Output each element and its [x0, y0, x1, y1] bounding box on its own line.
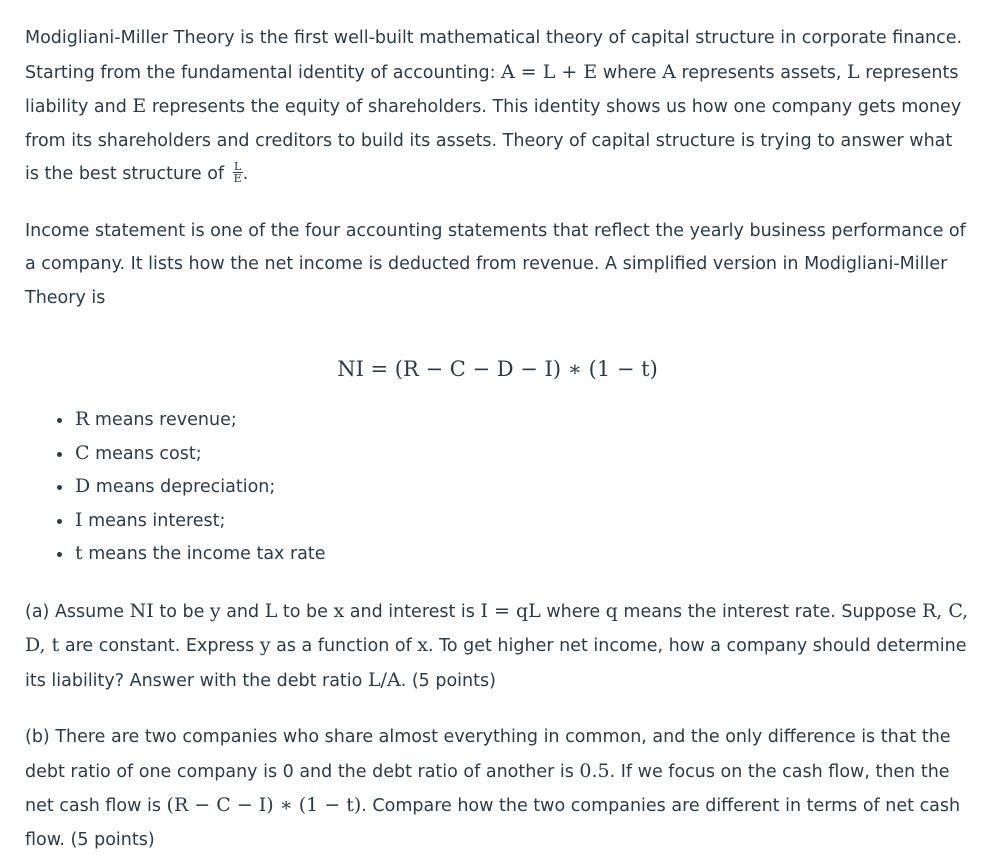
definition-list — [25, 403, 970, 571]
part-a-text: means the interest rate. Suppose — [617, 601, 922, 622]
definition-text: means depreciation; — [90, 477, 276, 497]
math-symbol: C — [75, 441, 90, 464]
math-symbol: 0.5 — [579, 759, 610, 782]
math-symbol: x — [417, 634, 428, 656]
intro-text: . — [242, 164, 249, 184]
debt-ratio-symbol: L/A — [367, 668, 401, 691]
fraction-numerator: L — [234, 159, 242, 173]
math-symbol: R — [75, 408, 90, 430]
math-symbol: y — [209, 599, 221, 622]
accounting-identity: A = L + E — [501, 60, 598, 83]
math-symbol: A — [662, 60, 676, 83]
intro-text: where — [597, 62, 663, 83]
part-a-text: as a function of — [270, 636, 418, 656]
cash-flow-formula: (R − C − I) ∗ (1 − t) — [166, 794, 362, 816]
math-symbol: L — [847, 60, 860, 83]
math-symbol: L — [264, 599, 278, 622]
part-a-text: . To get higher net income, how a company should determine its liability? Answer with the debt ratio — [25, 636, 967, 691]
list-item — [57, 403, 970, 437]
math-symbol: I — [75, 508, 83, 531]
math-symbol: q — [605, 599, 618, 622]
part-a-text: to be — [277, 601, 334, 622]
list-item — [57, 470, 970, 504]
interest-equation: I = qL — [480, 599, 541, 622]
math-symbol: y — [259, 634, 271, 656]
part-a-text: and — [220, 601, 265, 622]
part-a-text: are constant. Express — [59, 636, 260, 656]
definition-text: means interest; — [82, 510, 226, 531]
part-a-text: (a) Assume — [25, 601, 130, 622]
intro-text: represents liability and — [25, 62, 959, 117]
part-a-paragraph — [25, 595, 970, 699]
math-symbol: t — [75, 542, 83, 564]
fraction-denominator: E — [233, 171, 242, 185]
income-paragraph: Income statement is one of the four accounting statements that reflect the yearly business performance of a company. It lists how the net income is deducted from revenue. A simplified version in Modigliani-Miller Theory is — [25, 220, 966, 308]
question-content — [25, 22, 970, 857]
part-a-text: and interest is — [344, 601, 481, 622]
part-a-text: where — [540, 601, 606, 622]
intro-text: represents assets, — [675, 62, 848, 83]
part-a-text: . (5 points) — [400, 670, 496, 691]
math-symbol: E — [132, 95, 147, 117]
math-symbol: NI — [129, 599, 154, 622]
math-symbol: R, C, D, t — [25, 599, 969, 656]
net-income-formula: NI = (R − C − D − I) ∗ (1 − t) — [337, 357, 658, 381]
part-a-text: to be — [153, 601, 210, 622]
math-symbol: D — [75, 475, 91, 497]
part-b-text: . If we focus on the cash flow, then the net cash flow is — [25, 761, 950, 816]
intro-text: Modigliani-Miller Theory is the first well-built mathematical theory of capital structure in corporate finance. Starting from the fundamental identity of accounting: — [25, 28, 963, 83]
fraction-l-over-e — [233, 161, 243, 184]
list-item — [57, 504, 970, 538]
list-item — [57, 437, 970, 471]
part-b-paragraph — [25, 721, 970, 857]
intro-paragraph — [25, 22, 970, 192]
intro-text: represents the equity of shareholders. This identity shows us how one company gets money from its shareholders and creditors to build its assets. Theory of capital structure is trying to answer what is the best structure of — [25, 97, 962, 184]
list-item — [57, 537, 970, 571]
part-b-text: . Compare how the two companies are different in terms of net cash flow. (5 points) — [25, 796, 961, 850]
definition-text: means revenue; — [89, 410, 237, 430]
definition-text: means the income tax rate — [82, 544, 326, 564]
definition-text: means cost; — [89, 443, 202, 464]
part-b-text: (b) There are two companies who share almost everything in common, and the only difference is that the debt ratio of one company is 0 and the debt ratio of another is — [25, 727, 951, 782]
math-symbol: x — [333, 599, 345, 622]
